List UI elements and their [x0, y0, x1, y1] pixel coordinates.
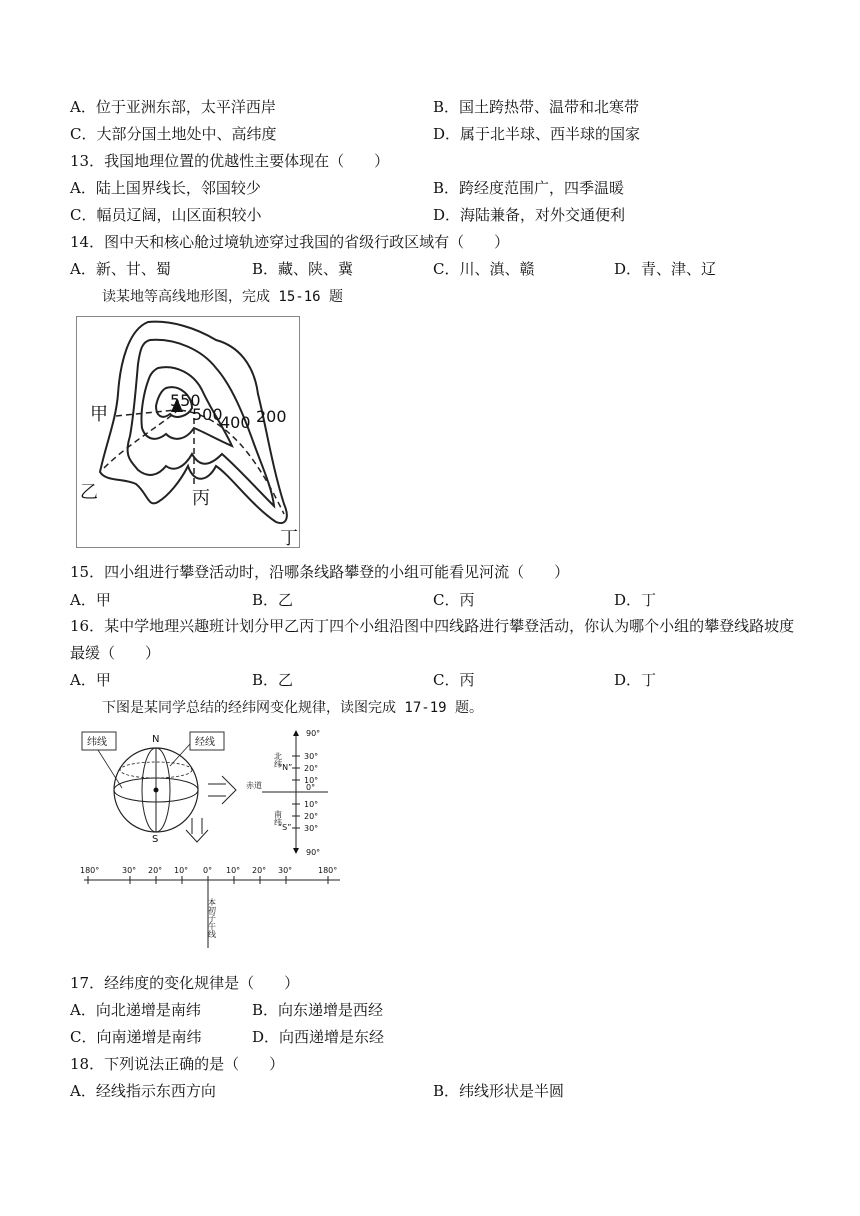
north-pole-label: N — [152, 734, 160, 745]
q15-option-b: B．乙 — [252, 591, 294, 609]
q17-option-c: C．向南递增是南纬 — [70, 1028, 202, 1046]
label-200: 200 — [256, 407, 287, 426]
jingxian-label: 经线 — [195, 737, 215, 748]
lat-tick-bottom-20: 20° — [304, 812, 319, 821]
lon-tick-1: 30° — [122, 866, 137, 875]
weixian-label: 纬线 — [87, 737, 107, 748]
lon-tick-4: 0° — [203, 866, 213, 875]
q14-option-a: A．新、甘、蜀 — [70, 260, 171, 278]
lat-tick-zero: 0° — [306, 783, 316, 792]
q15-option-a: A．甲 — [70, 591, 111, 609]
right-arrow-icon — [208, 776, 236, 804]
label-bing: 丙 — [192, 488, 210, 509]
q17-option-b: B．向东递增是西经 — [252, 1001, 384, 1019]
lon-tick-7: 30° — [278, 866, 293, 875]
q18-option-a: A．经线指示东西方向 — [70, 1082, 216, 1100]
intro-17-19: 下图是某同学总结的经纬网变化规律，读图完成 17-19 题。 — [102, 700, 483, 716]
lon-tick-3: 10° — [174, 866, 189, 875]
graticule-figure — [78, 726, 348, 954]
lon-tick-8: 180° — [318, 866, 338, 875]
intro-15-16: 读某地等高线地形图，完成 15-16 题 — [102, 289, 344, 305]
q18-option-b: B．纬线形状是半圆 — [433, 1082, 565, 1100]
lat-tick-top-30: 30° — [304, 752, 319, 761]
q14-option-b: B．藏、陕、冀 — [252, 260, 354, 278]
north-lat-label: 北纬 — [273, 752, 283, 768]
q13-option-d: D．海陆兼备，对外交通便利 — [433, 206, 626, 224]
q16-option-d: D．丁 — [614, 671, 657, 689]
lat-tick-bottom-90: 90° — [306, 848, 321, 857]
down-arrow-icon — [186, 818, 208, 842]
q15-option-d: D．丁 — [614, 591, 657, 609]
equator-label: 赤道 — [246, 781, 262, 790]
q13-option-a: A．陆上国界线长，邻国较少 — [70, 179, 261, 197]
label-500: 500 — [192, 405, 223, 424]
q18-stem: 18．下列说法正确的是（ ） — [70, 1055, 285, 1073]
label-550: 550 — [170, 391, 201, 410]
lon-tick-5: 10° — [226, 866, 241, 875]
lat-tick-top-10: 10° — [304, 776, 319, 785]
q16-option-a: A．甲 — [70, 671, 111, 689]
label-ding: 丁 — [280, 528, 298, 548]
q14-option-c: C．川、滇、赣 — [433, 260, 535, 278]
q13-option-b: B．跨经度范围广，四季温暖 — [433, 179, 625, 197]
q15-stem: 15．四小组进行攀登活动时，沿哪条线路攀登的小组可能看见河流（ ） — [70, 563, 570, 581]
q13-stem: 13．我国地理位置的优越性主要体现在（ ） — [70, 152, 390, 170]
q12-option-b: B．国土跨热带、温带和北寒带 — [433, 98, 640, 116]
q13-option-c: C．幅员辽阔，山区面积较小 — [70, 206, 262, 224]
lat-tick-top-90: 90° — [306, 729, 321, 738]
n-quote-label: “N” — [278, 763, 293, 772]
lat-tick-bottom-10: 10° — [304, 800, 319, 809]
lat-tick-top-20: 20° — [304, 764, 319, 773]
label-400: 400 — [220, 413, 251, 432]
q16-option-b: B．乙 — [252, 671, 294, 689]
q14-option-d: D．青、津、辽 — [614, 260, 717, 278]
lon-tick-6: 20° — [252, 866, 267, 875]
q17-stem: 17．经纬度的变化规律是（ ） — [70, 974, 300, 992]
q15-option-c: C．丙 — [433, 591, 475, 609]
south-lat-label: 南纬 — [273, 810, 283, 826]
prime-meridian-label: 本初子午线 — [207, 898, 217, 938]
label-jia: 甲 — [90, 404, 108, 425]
q17-option-d: D．向西递增是东经 — [252, 1028, 385, 1046]
q16-option-c: C．丙 — [433, 671, 475, 689]
label-yi: 乙 — [80, 482, 98, 503]
q12-option-d: D．属于北半球、西半球的国家 — [433, 125, 641, 143]
q14-stem: 14．图中天和核心舱过境轨迹穿过我国的省级行政区域有（ ） — [70, 233, 510, 251]
south-pole-label: S — [152, 834, 159, 845]
q16-stem-line2: 最缓（ ） — [70, 644, 161, 662]
lat-tick-bottom-30: 30° — [304, 824, 319, 833]
s-quote-label: “S” — [278, 823, 292, 832]
q12-option-a: A．位于亚洲东部，太平洋西岸 — [70, 98, 276, 116]
contour-map — [76, 316, 300, 548]
lon-tick-2: 20° — [148, 866, 163, 875]
q16-stem-line1: 16．某中学地理兴趣班计划分甲乙丙丁四个小组沿图中四线路进行攀登活动，你认为哪个小组的攀登线路坡度 — [70, 617, 795, 635]
q17-option-a: A．向北递增是南纬 — [70, 1001, 201, 1019]
lon-tick-0: 180° — [80, 866, 100, 875]
q12-option-c: C．大部分国土地处中、高纬度 — [70, 125, 277, 143]
